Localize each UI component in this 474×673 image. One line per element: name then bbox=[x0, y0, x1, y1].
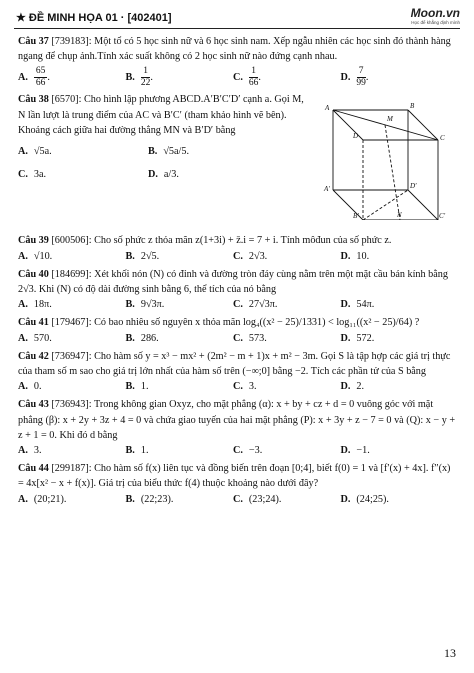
moon-logo bbox=[411, 6, 460, 25]
options bbox=[18, 66, 448, 89]
options bbox=[18, 297, 448, 312]
option-b[interactable]: B. 1. bbox=[125, 445, 149, 457]
option-a[interactable]: A. $\frac{65}{66}$ . bbox=[18, 66, 50, 89]
option-b[interactable]: B. $\frac{1}{22}$ . bbox=[125, 66, 153, 89]
option-a[interactable]: A. 570. bbox=[18, 332, 52, 344]
option-c[interactable]: C. 27√3π. bbox=[233, 299, 278, 311]
label-b-prime: B′ bbox=[353, 212, 359, 221]
option-c[interactable]: C. (23;24). bbox=[233, 493, 282, 505]
exam-title: ★ ĐỀ MINH HỌA 01 · [402401] bbox=[16, 12, 172, 24]
option-b[interactable]: B. 286. bbox=[125, 332, 159, 344]
label-a-prime: A′ bbox=[324, 185, 330, 194]
option-a[interactable]: A. (20;21). bbox=[18, 493, 67, 505]
options bbox=[18, 379, 448, 394]
option-a[interactable]: A. √5a. bbox=[18, 146, 52, 158]
option-d[interactable]: D. 2. bbox=[340, 381, 365, 393]
question-label: Câu 38 bbox=[18, 94, 49, 106]
options bbox=[18, 167, 278, 182]
label-d: D bbox=[353, 132, 359, 141]
options bbox=[18, 492, 448, 507]
option-b[interactable]: B. (22;23). bbox=[125, 493, 174, 505]
question-38 bbox=[18, 92, 458, 230]
question-label: Câu 37 bbox=[18, 36, 49, 47]
options bbox=[18, 249, 448, 264]
label-d-prime: D′ bbox=[410, 182, 417, 191]
label-c: C bbox=[440, 134, 445, 143]
label-c-prime: C′ bbox=[439, 212, 446, 221]
label-m: M bbox=[387, 115, 393, 124]
option-d[interactable]: D. a/3. bbox=[148, 169, 179, 181]
option-c[interactable]: C. $\frac{1}{66}$ . bbox=[233, 66, 261, 89]
option-a[interactable]: A. 3. bbox=[18, 445, 42, 457]
question-43: Câu 43 [736943]: Trong không gian Oxyz, cho mặt phẳng (α): x + by + cz + d = 0 vuông góc với mặt phẳng (β): x + 2y + 3z + 4 = 0 và chứa giao tuyến của hai mặt phẳng (P): x + 3y + z − 7 = 0 và (Q): x − y + z + 1 = 0. Khi đó d bằng A. 3. B. 1. C. −3. D. −1. bbox=[18, 397, 458, 458]
option-d[interactable]: D. −1. bbox=[340, 445, 370, 457]
question-text: Một tổ có 5 học sinh nữ và 6 học sinh nam. Xếp ngẫu nhiên các học sinh đó thành hàng ngang để chụp ảnh.Tính xác suất không có 2 học sinh nữ nào đứng cạnh nhau. bbox=[18, 36, 451, 63]
option-c[interactable]: C. 3a. bbox=[18, 169, 47, 181]
page-number: 13 bbox=[444, 646, 456, 660]
question-42: Câu 42 [736947]: Cho hàm số y = x³ − mx² + (2m² − m + 1)x + m² − 3m. Gọi S là tập hợp các giá trị thực của tham số m sao cho giá trị lớn nhất của hàm số trên (−∞;0] bằng −2. Tích các phần tử của S bằng A. 0. B. 1. C. 3. D. 2. bbox=[18, 349, 458, 395]
question-text: Cho hình lập phương ABCD.A′B′C′D′ cạnh a. Gọi M, N lần lượt là trung điểm của AC và B′C′ (tham khảo hình vẽ bên). Khoảng cách giữa hai đường thẳng MN và B′D′ bằng bbox=[18, 94, 304, 136]
options bbox=[18, 443, 448, 458]
options bbox=[18, 144, 278, 159]
option-d[interactable]: D. (24;25). bbox=[340, 493, 389, 505]
label-b: B bbox=[410, 102, 415, 111]
question-40: Câu 40 [184699]: Xét khối nón (N) có đỉnh và đường tròn đáy cùng nằm trên một mặt cầu bán kính bằng 2√3. Khi (N) có độ dài đường sinh bằng 6, thể tích của nó bằng A. 18π. B. 9√3π. C. 27√3π. D. 54π. bbox=[18, 267, 458, 313]
question-code: [739183]: bbox=[51, 36, 92, 47]
option-b[interactable]: B. 2√5. bbox=[125, 250, 160, 262]
option-a[interactable]: A. 0. bbox=[18, 381, 42, 393]
option-c[interactable]: C. 3. bbox=[233, 381, 257, 393]
option-b[interactable]: B. 9√3π. bbox=[125, 299, 165, 311]
label-a: A bbox=[325, 104, 330, 113]
option-c[interactable]: C. 2√3. bbox=[233, 250, 268, 262]
cube-figure bbox=[313, 90, 463, 220]
option-d[interactable]: D. 572. bbox=[340, 332, 375, 344]
option-a[interactable]: A. 18π. bbox=[18, 299, 52, 311]
question-39: Câu 39 [600506]: Cho số phức z thỏa mãn z(1+3i) + z̄.i = 7 + i. Tính môđun của số phức z. A. √10. B. 2√5. C. 2√3. D. 10. bbox=[18, 233, 458, 263]
question-37 bbox=[18, 34, 458, 89]
option-d[interactable]: D. 54π. bbox=[340, 299, 375, 311]
label-n: N bbox=[397, 211, 402, 220]
options bbox=[18, 331, 448, 346]
option-b[interactable]: B. 1. bbox=[125, 381, 149, 393]
option-c[interactable]: C. −3. bbox=[233, 445, 263, 457]
option-c[interactable]: C. 573. bbox=[233, 332, 267, 344]
option-a[interactable]: A. √10. bbox=[18, 250, 53, 262]
logo-tagline: Học để khẳng định mình bbox=[411, 20, 460, 25]
question-code: [6570]: bbox=[51, 94, 82, 106]
page-header bbox=[14, 6, 460, 29]
questions-content bbox=[18, 34, 458, 510]
option-b[interactable]: B. √5a/5. bbox=[148, 146, 190, 158]
question-44: Câu 44 [299187]: Cho hàm số f(x) liên tục và đồng biến trên đoạn [0;4], biết f(0) = 1 và [f′(x) + 4x]. f″(x) = 4x[x² − x + f(x)]. Giá trị của biểu thức f(4) thuộc khoảng nào dưới đây? A. (20;21). B. (22;23). C. (23;24). D. (24;25). bbox=[18, 461, 458, 507]
option-d[interactable]: D. $\frac{7}{99}$ . bbox=[340, 66, 369, 89]
option-d[interactable]: D. 10. bbox=[340, 250, 370, 262]
logo-text: Moon.vn bbox=[410, 6, 460, 20]
question-41: Câu 41 [179467]: Có bao nhiêu số nguyên x thỏa mãn log₄((x² − 25)/1331) < log₁₁((x² − 25)/64) ? A. 570. B. 286. C. 573. D. 572. bbox=[18, 315, 458, 345]
